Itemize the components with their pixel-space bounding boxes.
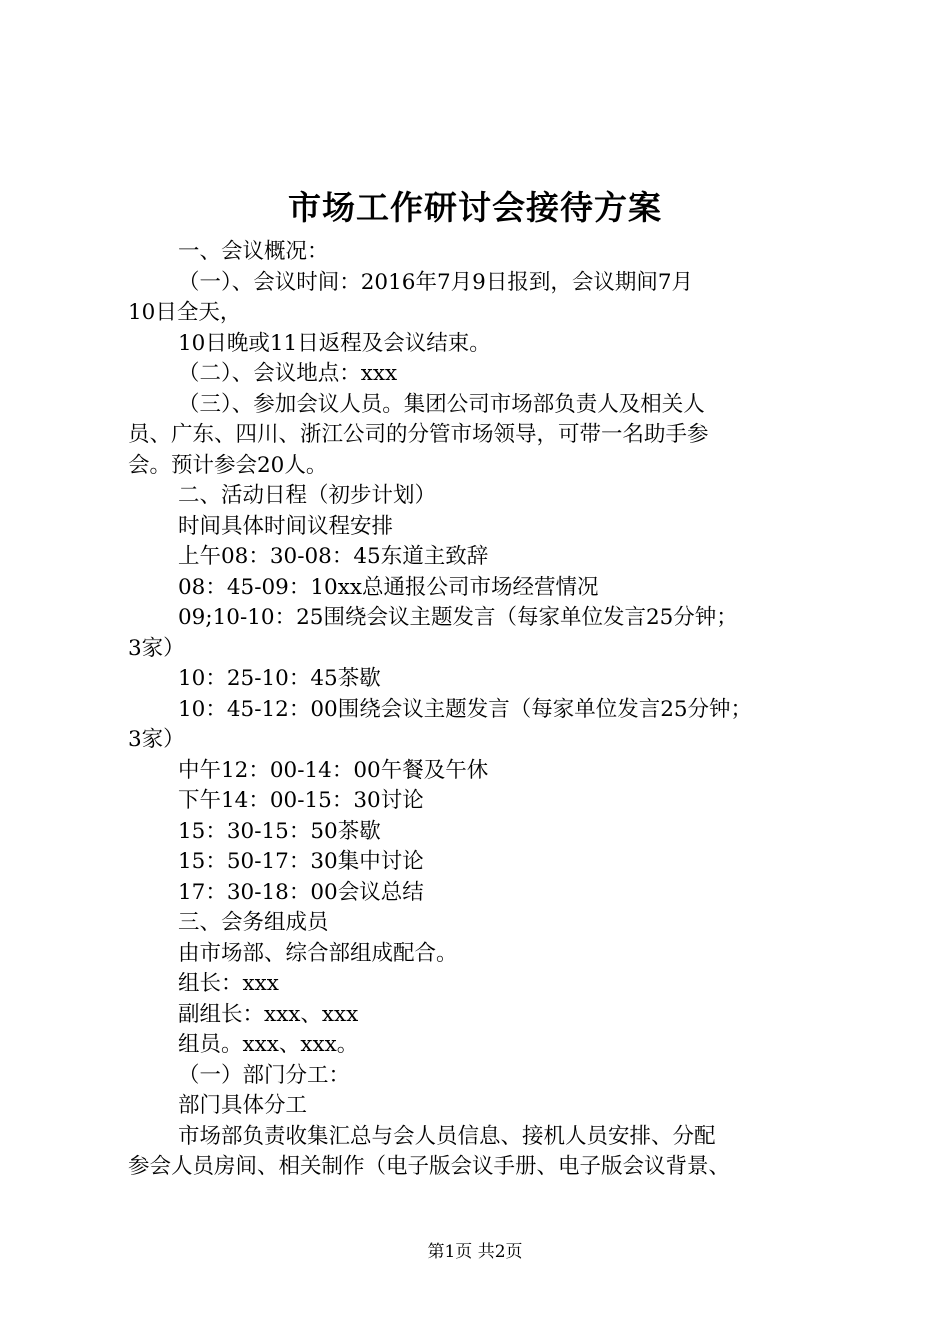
paragraph-line: 10：45-12：00围绕会议主题发言（每家单位发言25分钟； bbox=[178, 696, 753, 722]
paragraph bbox=[128, 908, 833, 939]
paragraph-line: 组员。xxx、xxx。 bbox=[178, 1032, 359, 1057]
paragraph bbox=[128, 969, 833, 1000]
paragraph-line: 上午08：30-08：45东道主致辞 bbox=[178, 544, 489, 569]
paragraph-line: 15：30-15：50茶歇 bbox=[178, 818, 381, 844]
paragraph-line: 3家） bbox=[128, 635, 185, 661]
paragraph-line: 17：30-18：00会议总结 bbox=[178, 879, 424, 905]
paragraph-line: 15：50-17：30集中讨论 bbox=[178, 849, 424, 874]
paragraph bbox=[128, 359, 833, 390]
paragraph-line: 二、活动日程（初步计划） bbox=[178, 483, 437, 508]
paragraph-line: （一）、会议时间：2016年7月9日报到，会议期间7月 bbox=[178, 269, 694, 295]
paragraph bbox=[128, 512, 833, 543]
paragraph bbox=[128, 268, 833, 329]
paragraph-line: 一、会议概况： bbox=[178, 239, 329, 264]
paragraph bbox=[128, 847, 833, 878]
paragraph-line: 由市场部、综合部组成配合。 bbox=[178, 940, 458, 966]
paragraph-line: 10日全天， bbox=[128, 300, 242, 325]
paragraph bbox=[128, 939, 833, 970]
paragraph-line: 组长：xxx bbox=[178, 971, 279, 996]
paragraph-line: 会。预计参会20人。 bbox=[128, 452, 328, 478]
paragraph-line: 市场部负责收集汇总与会人员信息、接机人员安排、分配 bbox=[178, 1123, 716, 1149]
paragraph-line: 副组长：xxx、xxx bbox=[178, 1001, 359, 1027]
paragraph bbox=[128, 1122, 833, 1183]
paragraph bbox=[128, 1030, 833, 1061]
paragraph bbox=[128, 329, 833, 360]
paragraph bbox=[128, 237, 833, 268]
paragraph bbox=[128, 1000, 833, 1031]
paragraph bbox=[128, 481, 833, 512]
paragraph bbox=[128, 878, 833, 909]
paragraph bbox=[128, 664, 833, 695]
paragraph-line: 09;10-10：25围绕会议主题发言（每家单位发言25分钟； bbox=[178, 605, 738, 630]
paragraph-line: 中午12：00-14：00午餐及午休 bbox=[178, 757, 489, 783]
paragraph-line: 3家） bbox=[128, 727, 185, 752]
paragraph bbox=[128, 390, 833, 482]
paragraph-line: 10日晚或11日返程及会议结束。 bbox=[178, 330, 491, 356]
paragraph-line: 参会人员房间、相关制作（电子版会议手册、电子版会议背景、 bbox=[128, 1154, 731, 1179]
paragraph-line: （一）部门分工： bbox=[178, 1062, 351, 1088]
paragraph bbox=[128, 756, 833, 787]
paragraph-line: 下午14：00-15：30讨论 bbox=[178, 788, 424, 813]
paragraph bbox=[128, 603, 833, 664]
paragraph-line: （二）、会议地点：xxx bbox=[178, 361, 398, 386]
paragraph-line: 08：45-09：10xx总通报公司市场经营情况 bbox=[178, 574, 599, 600]
paragraph bbox=[128, 817, 833, 848]
paragraph-line: 员、广东、四川、浙江公司的分管市场领导，可带一名助手参 bbox=[128, 422, 709, 447]
paragraph-line: 10：25-10：45茶歇 bbox=[178, 666, 381, 691]
document-title: 市场工作研讨会接待方案 bbox=[288, 188, 662, 227]
paragraph bbox=[128, 786, 833, 817]
paragraph-line: 三、会务组成员 bbox=[178, 910, 329, 935]
paragraph bbox=[128, 542, 833, 573]
paragraph bbox=[128, 695, 833, 756]
paragraph bbox=[128, 1061, 833, 1092]
paragraph bbox=[128, 573, 833, 604]
document-body bbox=[128, 237, 833, 1183]
paragraph-line: 部门具体分工 bbox=[178, 1093, 308, 1118]
paragraph-line: 时间具体时间议程安排 bbox=[178, 513, 394, 539]
page-footer: 第1页 共2页 bbox=[427, 1242, 523, 1262]
paragraph bbox=[128, 1091, 833, 1122]
paragraph-line: （三）、参加会议人员。集团公司市场部负责人及相关人 bbox=[178, 391, 705, 417]
